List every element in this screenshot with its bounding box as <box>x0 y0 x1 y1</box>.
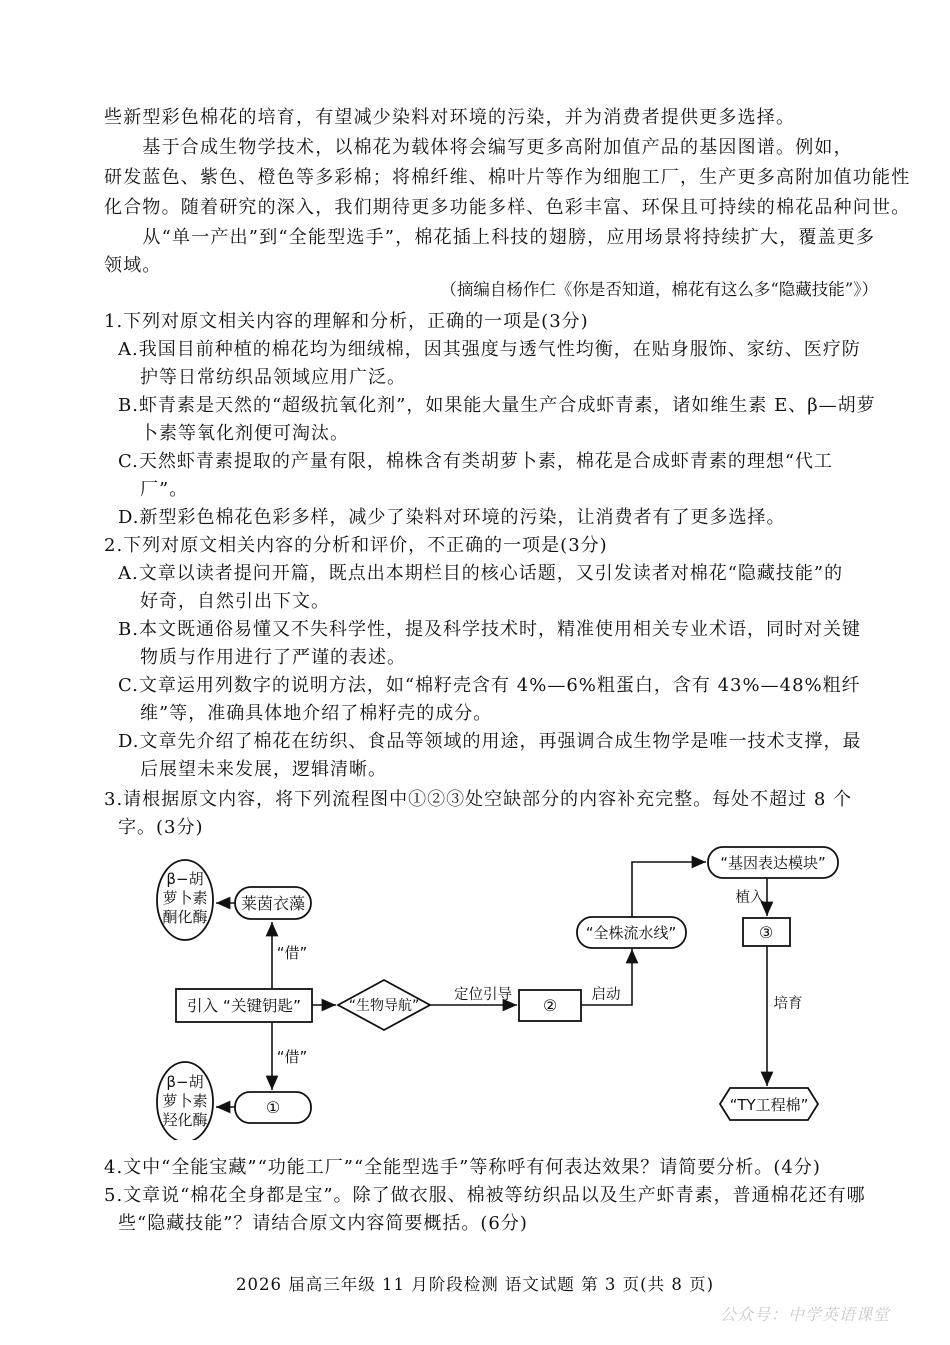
key-node <box>176 989 312 1022</box>
enzyme-top-line1: β−胡 <box>166 870 204 888</box>
start-label: 启动 <box>591 987 621 1003</box>
passage-line-4: 化合物。随着研究的深入，我们期待更多功能多样、色彩丰富、环保且可持续的棉花品种问世。 <box>104 197 911 218</box>
bio-nav-node <box>338 980 430 1030</box>
pipeline-to-gene-arrow <box>632 862 706 917</box>
q2-option-d-line2: 后展望未来发展，逻辑清晰。 <box>140 759 387 780</box>
q2-option-a-line2: 好奇，自然引出下文。 <box>140 591 330 612</box>
passage-source: （摘编自杨作仁《你是否知道，棉花有这么多“隐藏技能”》） <box>440 280 878 299</box>
gene-module-node <box>708 847 838 878</box>
blank-3-node <box>743 918 790 946</box>
page-footer: 2026 届高三年级 11 月阶段检测 语文试题 第 3 页(共 8 页) <box>235 1275 715 1294</box>
blank-2-node <box>519 990 581 1021</box>
cultivate-label: 培育 <box>773 996 803 1012</box>
passage-line-6: 领域。 <box>104 255 162 276</box>
blank-1-label: ① <box>265 1098 281 1117</box>
locate-label: 定位引导 <box>454 987 512 1003</box>
enzyme-bottom-line2: 萝卜素 <box>162 1092 208 1110</box>
q2-option-b-line2: 物质与作用进行了严谨的表述。 <box>140 647 406 668</box>
q1-option-b-line2: 卜素等氧化剂便可淘汰。 <box>140 423 349 444</box>
question-5-line2: 些“隐藏技能”？请结合原文内容简要概括。(6分) <box>118 1213 528 1234</box>
pipeline-label: “全株流水线” <box>585 924 677 942</box>
q1-option-b-line1: B.虾青素是天然的“超级抗氧化剂”，如果能大量生产合成虾青素，诸如维生素 E、β—胡萝 <box>118 395 876 416</box>
key-label: 引入 “关键钥匙” <box>187 997 301 1015</box>
borrow-bottom-label: “借” <box>276 1048 308 1066</box>
enzyme-top-line3: 酮化酶 <box>162 908 208 926</box>
enzyme-top-node <box>157 860 213 940</box>
flowchart <box>0 840 950 1140</box>
question-2-stem: 2.下列对原文相关内容的分析和评价，不正确的一项是(3分) <box>104 535 608 556</box>
pipeline-node <box>577 917 686 948</box>
question-1-stem: 1.下列对原文相关内容的理解和分析，正确的一项是(3分) <box>104 311 589 332</box>
question-3-stem-line1: 3.请根据原文内容，将下列流程图中①②③处空缺部分的内容补充完整。每处不超过 8 个 <box>104 789 853 810</box>
borrow-top-label: “借” <box>276 944 308 962</box>
passage-line-3: 研发蓝色、紫色、橙色等多彩棉；将棉纤维、棉叶片等作为细胞工厂，生产更多高附加值功能性 <box>104 167 911 188</box>
enzyme-top-line2: 萝卜素 <box>162 889 208 907</box>
algae-node <box>235 887 311 919</box>
blank-2-label: ② <box>542 996 558 1015</box>
question-3-stem-line2: 字。(3分) <box>118 817 204 838</box>
ty-cotton-label: “TY工程棉” <box>729 1096 809 1114</box>
question-4: 4.文中“全能宝藏”“功能工厂”“全能型选手”等称呼有何表达效果？请简要分析。(4分) <box>104 1157 821 1178</box>
q1-option-d-line1: D.新型彩色棉花色彩多样，减少了染料对环境的污染，让消费者有了更多选择。 <box>118 507 786 528</box>
passage-line-2: 基于合成生物学技术，以棉花为载体将会编写更多高附加值产品的基因图谱。例如， <box>104 137 853 158</box>
question-5-line1: 5.文章说“棉花全身都是宝”。除了做衣服、棉被等纺织品以及生产虾青素，普通棉花还有哪 <box>104 1185 866 1206</box>
q2-option-a-line1: A.文章以读者提问开篇，既点出本期栏目的核心话题，又引发读者对棉花“隐藏技能”的 <box>118 563 844 584</box>
blank-3-label: ③ <box>758 923 774 942</box>
passage-line-5: 从“单一产出”到“全能型选手”，棉花插上科技的翅膀，应用场景将持续扩大，覆盖更多 <box>104 227 876 248</box>
enzyme-bottom-node <box>157 1062 213 1140</box>
q1-option-a-line2: 护等日常纺织品领域应用广泛。 <box>140 367 406 388</box>
bio-nav-label: “生物导航” <box>348 998 420 1014</box>
q1-option-c-line1: C.天然虾青素提取的产量有限，棉株含有类胡萝卜素，棉花是合成虾青素的理想“代工 <box>118 451 834 472</box>
q2-option-c-line1: C.文章运用列数字的说明方法，如“棉籽壳含有 4%—6%粗蛋白，含有 43%—48%粗纤 <box>118 675 861 696</box>
watermark: 公众号：中学英语课堂 <box>719 1305 890 1324</box>
passage-line-1: 些新型彩色棉花的培育，有望减少染料对环境的污染，并为消费者提供更多选择。 <box>104 107 796 128</box>
q1-option-a-line1: A.我国目前种植的棉花均为细绒棉，因其强度与透气性均衡，在贴身服饰、家纺、医疗防 <box>118 339 861 360</box>
ty-cotton-node <box>720 1088 818 1120</box>
enzyme-bottom-line3: 羟化酶 <box>162 1111 208 1129</box>
q2-option-c-line2: 维”等，准确具体地介绍了棉籽壳的成分。 <box>140 703 493 724</box>
gene-module-label: “基因表达模块” <box>720 854 826 872</box>
q2-option-b-line1: B.本文既通俗易懂又不失科学性，提及科学技术时，精准使用相关专业术语，同时对关键 <box>118 619 861 640</box>
q1-option-c-line2: 厂”。 <box>140 479 189 500</box>
algae-label: 莱茵衣藻 <box>240 894 306 913</box>
enzyme-bottom-line1: β−胡 <box>166 1073 204 1091</box>
q2-option-d-line1: D.文章先介绍了棉花在纺织、食品等领域的用途，再强调合成生物学是唯一技术支撑，最 <box>118 731 862 752</box>
implant-label: 植入 <box>735 890 765 906</box>
blank-1-node <box>235 1092 311 1123</box>
